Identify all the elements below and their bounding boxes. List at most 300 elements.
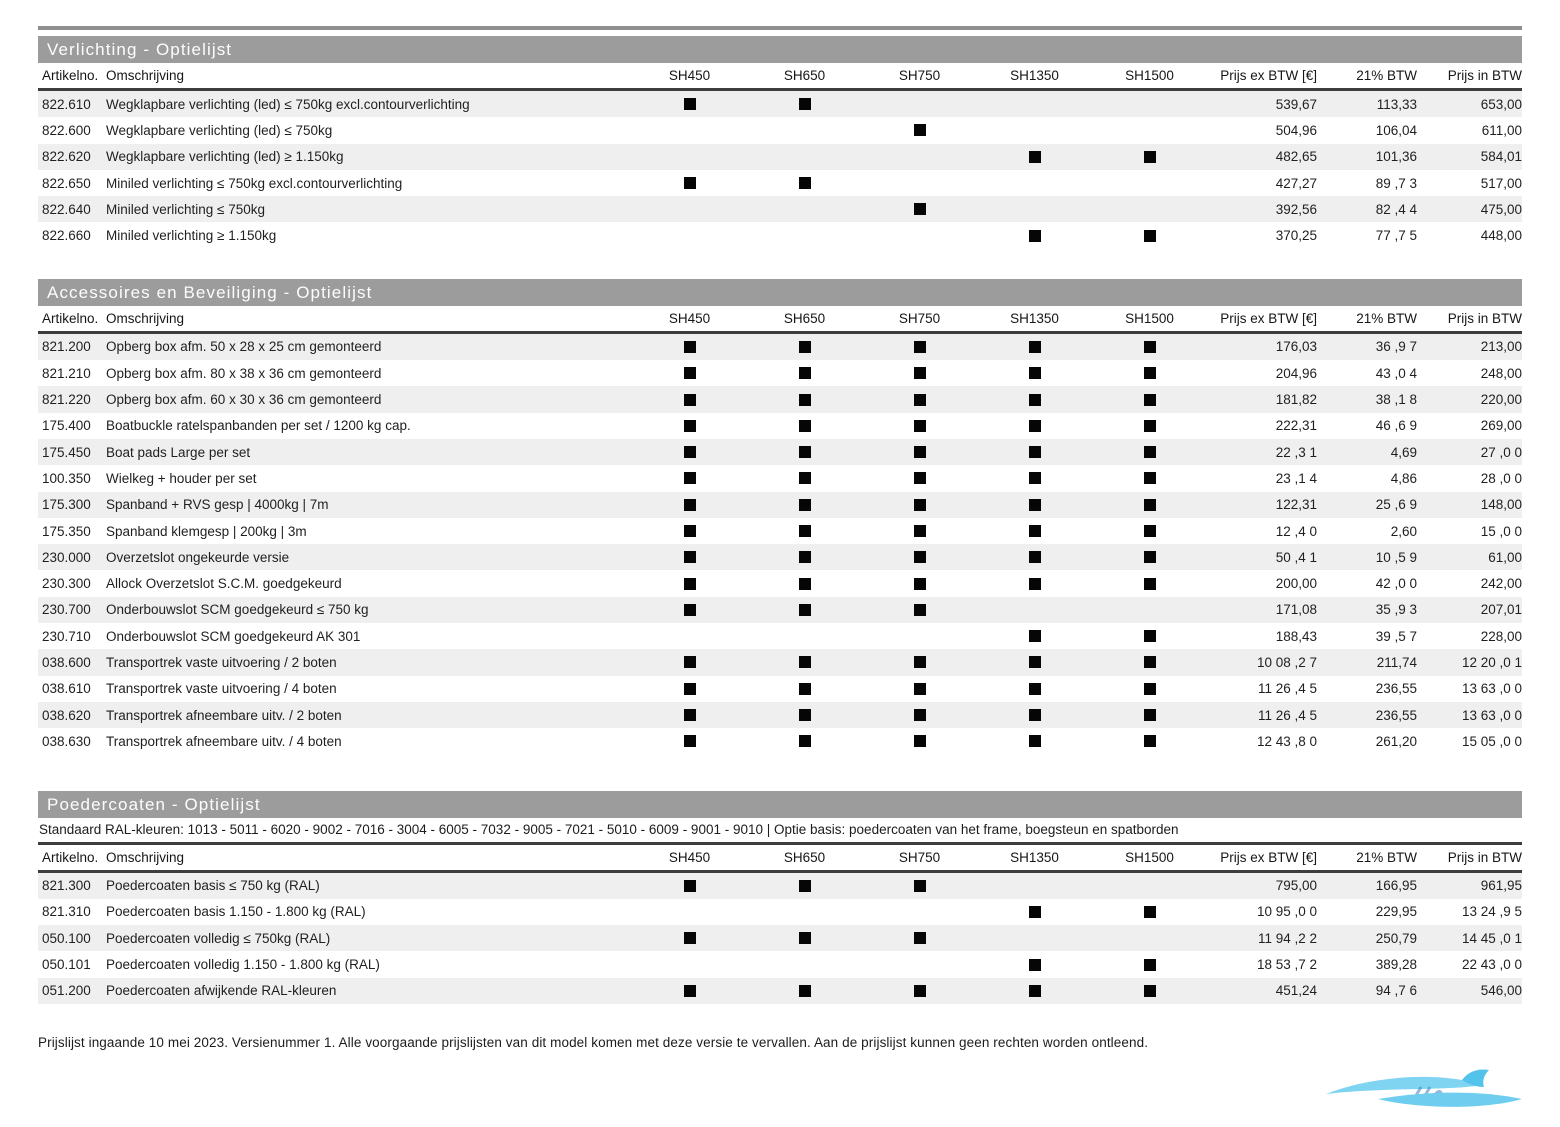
cell-artikelno: 821.300 — [42, 878, 91, 894]
filled-square-icon — [1144, 499, 1156, 511]
filled-square-icon — [684, 551, 696, 563]
cell-model-sh750 — [862, 367, 977, 379]
cell-model-sh650 — [747, 367, 862, 379]
cell-21pct-btw: 39 ,5 7 — [1375, 628, 1417, 644]
filled-square-icon — [914, 124, 926, 136]
section-title: Verlichting - Optielijst — [47, 40, 233, 59]
cell-model-sh450 — [632, 578, 747, 590]
cell-model-sh1350 — [977, 906, 1092, 918]
table-row — [38, 925, 1522, 951]
ral-colors-note: Standaard RAL-kleuren: 1013 - 5011 - 6020 - 9002 - 7016 - 3004 - 6005 - 7032 - 9005 - 7021 - 5010 - 6009 - 9001 - 9010 | Optie basis: poedercoaten van het frame, boegsteun en spatborden — [38, 818, 1522, 845]
cell-model-sh1350 — [977, 472, 1092, 484]
col-header-model-sh450: SH450 — [668, 68, 711, 83]
cell-model-sh450 — [632, 367, 747, 379]
cell-21pct-btw: 36 ,9 7 — [1375, 339, 1417, 355]
cell-prijs-ex-btw: 504,96 — [1275, 122, 1317, 138]
cell-model-sh750 — [862, 604, 977, 616]
cell-21pct-btw: 229,95 — [1375, 904, 1417, 920]
col-header-21pct-btw: 21% BTW — [1356, 310, 1417, 326]
cell-artikelno: 230.710 — [42, 628, 91, 644]
filled-square-icon — [799, 656, 811, 668]
col-header-21pct-btw: 21% BTW — [1356, 849, 1417, 865]
table-accessoires-beveiliging — [38, 279, 1522, 755]
filled-square-icon — [799, 880, 811, 892]
filled-square-icon — [684, 932, 696, 944]
cell-model-sh450 — [632, 394, 747, 406]
cell-prijs-ex-btw: 181,82 — [1275, 392, 1317, 408]
filled-square-icon — [684, 604, 696, 616]
filled-square-icon — [684, 341, 696, 353]
cell-artikelno: 821.200 — [42, 339, 91, 355]
cell-model-sh450 — [632, 98, 747, 110]
cell-prijs-ex-btw: 10 95 ,0 0 — [1256, 904, 1317, 920]
cell-prijs-ex-btw: 11 26 ,4 5 — [1257, 707, 1317, 723]
cell-model-sh1500 — [1092, 230, 1207, 242]
col-header-artikelno: Artikelno. — [42, 68, 99, 83]
cell-model-sh450 — [632, 932, 747, 944]
filled-square-icon — [684, 985, 696, 997]
cell-artikelno: 822.610 — [42, 96, 91, 112]
table-row — [38, 334, 1522, 360]
cell-model-sh1500 — [1092, 985, 1207, 997]
cell-model-sh1350 — [977, 656, 1092, 668]
table-row — [38, 492, 1522, 518]
cell-omschrijving: Wegklapbare verlichting (led) ≤ 750kg excl.contourverlichting — [106, 96, 470, 112]
cell-21pct-btw: 261,20 — [1375, 733, 1417, 749]
filled-square-icon — [1144, 656, 1156, 668]
cell-prijs-ex-btw: 18 53 ,7 2 — [1256, 957, 1317, 973]
filled-square-icon — [914, 985, 926, 997]
cell-model-sh1500 — [1092, 472, 1207, 484]
filled-square-icon — [684, 472, 696, 484]
filled-square-icon — [1029, 472, 1041, 484]
cell-model-sh1350 — [977, 446, 1092, 458]
cell-model-sh450 — [632, 709, 747, 721]
filled-square-icon — [1144, 394, 1156, 406]
cell-model-sh650 — [747, 177, 862, 189]
filled-square-icon — [914, 932, 926, 944]
cell-model-sh1500 — [1092, 578, 1207, 590]
cell-model-sh750 — [862, 203, 977, 215]
cell-omschrijving: Transportrek vaste uitvoering / 4 boten — [106, 681, 337, 697]
column-header-row — [38, 845, 1522, 873]
cell-prijs-ex-btw: 171,08 — [1275, 602, 1317, 618]
cell-prijs-ex-btw: 427,27 — [1275, 175, 1317, 191]
cell-model-sh1500 — [1092, 151, 1207, 163]
col-header-model-sh1350: SH1350 — [1010, 310, 1059, 326]
cell-model-sh450 — [632, 985, 747, 997]
filled-square-icon — [684, 683, 696, 695]
filled-square-icon — [1029, 151, 1041, 163]
cell-artikelno: 038.630 — [42, 733, 91, 749]
cell-model-sh750 — [862, 420, 977, 432]
cell-model-sh1350 — [977, 630, 1092, 642]
cell-model-sh450 — [632, 177, 747, 189]
cell-omschrijving: Transportrek afneembare uitv. / 4 boten — [106, 733, 342, 749]
cell-model-sh650 — [747, 683, 862, 695]
filled-square-icon — [1144, 906, 1156, 918]
table-row — [38, 386, 1522, 412]
filled-square-icon — [1144, 959, 1156, 971]
table-row — [38, 117, 1522, 143]
cell-model-sh650 — [747, 551, 862, 563]
cell-model-sh1350 — [977, 420, 1092, 432]
filled-square-icon — [799, 446, 811, 458]
cell-omschrijving: Overzetslot ongekeurde versie — [106, 549, 290, 565]
cell-21pct-btw: 4,86 — [1390, 470, 1417, 486]
cell-prijs-in-btw: 13 24 ,9 5 — [1461, 904, 1522, 920]
filled-square-icon — [684, 656, 696, 668]
cell-prijs-ex-btw: 10 08 ,2 7 — [1256, 654, 1317, 670]
col-header-model-sh650: SH650 — [783, 310, 826, 326]
filled-square-icon — [684, 420, 696, 432]
cell-omschrijving: Opberg box afm. 80 x 38 x 36 cm gemonteerd — [106, 365, 382, 381]
table-row — [38, 222, 1522, 248]
cell-prijs-in-btw: 228,00 — [1480, 628, 1522, 644]
cell-model-sh650 — [747, 985, 862, 997]
cell-prijs-in-btw: 961,95 — [1480, 878, 1522, 894]
cell-model-sh650 — [747, 709, 862, 721]
cell-artikelno: 038.610 — [42, 681, 91, 697]
section-title-bar — [38, 36, 1522, 63]
cell-model-sh1350 — [977, 341, 1092, 353]
cell-21pct-btw: 211,74 — [1376, 654, 1417, 670]
filled-square-icon — [799, 367, 811, 379]
cell-prijs-in-btw: 13 63 ,0 0 — [1461, 681, 1522, 697]
cell-omschrijving: Spanband + RVS gesp | 4000kg | 7m — [106, 497, 329, 513]
cell-prijs-in-btw: 15 05 ,0 0 — [1461, 733, 1522, 749]
table-row — [38, 170, 1522, 196]
cell-model-sh650 — [747, 735, 862, 747]
filled-square-icon — [684, 177, 696, 189]
filled-square-icon — [799, 735, 811, 747]
filled-square-icon — [1029, 683, 1041, 695]
filled-square-icon — [1144, 341, 1156, 353]
cell-model-sh1500 — [1092, 446, 1207, 458]
cell-artikelno: 175.300 — [42, 497, 91, 513]
cell-omschrijving: Poedercoaten basis ≤ 750 kg (RAL) — [106, 878, 320, 894]
cell-artikelno: 038.600 — [42, 654, 91, 670]
filled-square-icon — [1029, 551, 1041, 563]
cell-prijs-in-btw: 448,00 — [1480, 228, 1522, 244]
cell-model-sh650 — [747, 394, 862, 406]
wave-upper-swoosh — [1326, 1070, 1488, 1094]
filled-square-icon — [914, 472, 926, 484]
cell-model-sh750 — [862, 578, 977, 590]
filled-square-icon — [1029, 735, 1041, 747]
filled-square-icon — [914, 880, 926, 892]
cell-model-sh1500 — [1092, 656, 1207, 668]
filled-square-icon — [799, 683, 811, 695]
cell-prijs-ex-btw: 23 ,1 4 — [1275, 470, 1317, 486]
col-header-model-sh750: SH750 — [898, 68, 941, 83]
filled-square-icon — [1029, 420, 1041, 432]
table-row — [38, 728, 1522, 754]
cell-omschrijving: Boat pads Large per set — [106, 444, 251, 460]
filled-square-icon — [684, 367, 696, 379]
cell-artikelno: 822.620 — [42, 149, 91, 165]
cell-omschrijving: Miniled verlichting ≥ 1.150kg — [106, 228, 277, 244]
cell-artikelno: 050.100 — [42, 930, 91, 946]
cell-omschrijving: Poedercoaten volledig ≤ 750kg (RAL) — [106, 930, 331, 946]
filled-square-icon — [914, 656, 926, 668]
filled-square-icon — [914, 420, 926, 432]
filled-square-icon — [799, 341, 811, 353]
table-poedercoaten — [38, 791, 1522, 1004]
table-row — [38, 144, 1522, 170]
cell-omschrijving: Transportrek vaste uitvoering / 2 boten — [106, 654, 337, 670]
table-row — [38, 951, 1522, 977]
filled-square-icon — [1029, 446, 1041, 458]
filled-square-icon — [914, 683, 926, 695]
filled-square-icon — [684, 525, 696, 537]
cell-model-sh1350 — [977, 709, 1092, 721]
filled-square-icon — [799, 985, 811, 997]
col-header-model-sh1500: SH1500 — [1125, 849, 1174, 865]
cell-model-sh750 — [862, 932, 977, 944]
cell-prijs-ex-btw: 539,67 — [1275, 96, 1317, 112]
cell-model-sh650 — [747, 932, 862, 944]
col-header-model-sh750: SH750 — [898, 310, 941, 326]
cell-model-sh650 — [747, 656, 862, 668]
cell-artikelno: 100.350 — [42, 470, 91, 486]
filled-square-icon — [914, 499, 926, 511]
cell-artikelno: 230.300 — [42, 576, 91, 592]
cell-model-sh750 — [862, 683, 977, 695]
cell-prijs-in-btw: 28 ,0 0 — [1480, 470, 1522, 486]
column-header-row — [38, 63, 1522, 91]
cell-model-sh750 — [862, 499, 977, 511]
cell-prijs-ex-btw: 222,31 — [1275, 418, 1317, 434]
cell-prijs-ex-btw: 795,00 — [1275, 878, 1317, 894]
cell-artikelno: 175.350 — [42, 523, 91, 539]
filled-square-icon — [914, 341, 926, 353]
cell-model-sh1350 — [977, 525, 1092, 537]
cell-21pct-btw: 101,36 — [1375, 149, 1417, 165]
filled-square-icon — [914, 446, 926, 458]
cell-21pct-btw: 389,28 — [1375, 957, 1417, 973]
table-row — [38, 570, 1522, 596]
table-row — [38, 518, 1522, 544]
cell-21pct-btw: 236,55 — [1375, 681, 1417, 697]
filled-square-icon — [799, 709, 811, 721]
filled-square-icon — [799, 98, 811, 110]
cell-prijs-in-btw: 13 63 ,0 0 — [1461, 707, 1522, 723]
cell-artikelno: 230.000 — [42, 549, 91, 565]
col-header-model-sh450: SH450 — [668, 849, 711, 865]
cell-21pct-btw: 4,69 — [1390, 444, 1417, 460]
cell-prijs-in-btw: 27 ,0 0 — [1480, 444, 1522, 460]
filled-square-icon — [799, 472, 811, 484]
col-header-prijs-in-btw: Prijs in BTW — [1447, 849, 1522, 865]
cell-omschrijving: Miniled verlichting ≤ 750kg excl.contourverlichting — [106, 175, 403, 191]
col-header-artikelno: Artikelno. — [42, 849, 99, 865]
filled-square-icon — [914, 394, 926, 406]
cell-prijs-ex-btw: 122,31 — [1275, 497, 1317, 513]
filled-square-icon — [1029, 341, 1041, 353]
cell-prijs-ex-btw: 451,24 — [1275, 983, 1317, 999]
cell-artikelno: 821.310 — [42, 904, 91, 920]
cell-21pct-btw: 10 ,5 9 — [1375, 549, 1417, 565]
cell-model-sh650 — [747, 499, 862, 511]
cell-model-sh750 — [862, 880, 977, 892]
cell-model-sh1500 — [1092, 906, 1207, 918]
cell-prijs-ex-btw: 11 94 ,2 2 — [1257, 930, 1317, 946]
footer-note: Prijslijst ingaande 10 mei 2023. Versienummer 1. Alle voorgaande prijslijsten van dit model komen met deze versie te vervallen. Aan de prijslijst kunnen geen rechten worden ontleend. — [38, 1035, 1149, 1051]
col-header-model-sh650: SH650 — [783, 68, 826, 83]
cell-model-sh750 — [862, 709, 977, 721]
cell-omschrijving: Boatbuckle ratelspanbanden per set / 1200 kg cap. — [106, 418, 411, 434]
filled-square-icon — [799, 177, 811, 189]
filled-square-icon — [914, 604, 926, 616]
cell-omschrijving: Onderbouwslot SCM goedgekeurd AK 301 — [106, 628, 361, 644]
cell-model-sh750 — [862, 446, 977, 458]
cell-model-sh1350 — [977, 959, 1092, 971]
cell-model-sh750 — [862, 735, 977, 747]
cell-prijs-ex-btw: 11 26 ,4 5 — [1257, 681, 1317, 697]
cell-prijs-in-btw: 546,00 — [1480, 983, 1522, 999]
filled-square-icon — [799, 499, 811, 511]
filled-square-icon — [1144, 551, 1156, 563]
cell-model-sh650 — [747, 525, 862, 537]
cell-prijs-in-btw: 653,00 — [1480, 96, 1522, 112]
cell-model-sh450 — [632, 683, 747, 695]
column-header-row — [38, 306, 1522, 334]
cell-model-sh1350 — [977, 230, 1092, 242]
col-header-omschrijving: Omschrijving — [106, 310, 185, 326]
cell-prijs-ex-btw: 200,00 — [1275, 576, 1317, 592]
filled-square-icon — [1029, 394, 1041, 406]
cell-model-sh650 — [747, 880, 862, 892]
cell-prijs-in-btw: 248,00 — [1480, 365, 1522, 381]
col-header-prijs-in-btw: Prijs in BTW — [1447, 68, 1522, 83]
filled-square-icon — [1029, 906, 1041, 918]
cell-model-sh1500 — [1092, 551, 1207, 563]
col-header-prijs-ex-btw: Prijs ex BTW [€] — [1220, 849, 1317, 865]
col-header-model-sh750: SH750 — [898, 849, 941, 865]
cell-omschrijving: Miniled verlichting ≤ 750kg — [106, 201, 265, 217]
cell-21pct-btw: 38 ,1 8 — [1375, 392, 1417, 408]
filled-square-icon — [799, 394, 811, 406]
col-header-prijs-ex-btw: Prijs ex BTW [€] — [1220, 68, 1317, 83]
col-header-model-sh1350: SH1350 — [1010, 68, 1059, 83]
cell-omschrijving: Wielkeg + houder per set — [106, 470, 257, 486]
cell-omschrijving: Poedercoaten afwijkende RAL-kleuren — [106, 983, 337, 999]
table-verlichting — [38, 36, 1522, 249]
cell-model-sh450 — [632, 499, 747, 511]
filled-square-icon — [1144, 230, 1156, 242]
cell-prijs-in-btw: 61,00 — [1488, 549, 1522, 565]
cell-model-sh650 — [747, 578, 862, 590]
filled-square-icon — [1144, 985, 1156, 997]
cell-omschrijving: Wegklapbare verlichting (led) ≥ 1.150kg — [106, 149, 344, 165]
cell-prijs-in-btw: 14 45 ,0 1 — [1461, 930, 1522, 946]
table-row — [38, 623, 1522, 649]
cell-21pct-btw: 106,04 — [1375, 122, 1417, 138]
cell-model-sh1500 — [1092, 367, 1207, 379]
cell-prijs-in-btw: 242,00 — [1480, 576, 1522, 592]
filled-square-icon — [684, 735, 696, 747]
cell-artikelno: 822.600 — [42, 122, 91, 138]
cell-prijs-ex-btw: 370,25 — [1275, 228, 1317, 244]
cell-artikelno: 821.210 — [42, 365, 91, 381]
table-body — [38, 334, 1522, 755]
cell-model-sh450 — [632, 446, 747, 458]
cell-prijs-in-btw: 584,01 — [1480, 149, 1522, 165]
cell-model-sh1350 — [977, 499, 1092, 511]
cell-prijs-in-btw: 148,00 — [1480, 497, 1522, 513]
cell-model-sh450 — [632, 735, 747, 747]
cell-model-sh1350 — [977, 985, 1092, 997]
filled-square-icon — [1144, 683, 1156, 695]
filled-square-icon — [1144, 472, 1156, 484]
table-row — [38, 649, 1522, 675]
filled-square-icon — [1144, 420, 1156, 432]
cell-prijs-ex-btw: 12 ,4 0 — [1275, 523, 1317, 539]
cell-artikelno: 821.220 — [42, 392, 91, 408]
cell-prijs-in-btw: 15 ,0 0 — [1480, 523, 1522, 539]
filled-square-icon — [914, 578, 926, 590]
table-row — [38, 413, 1522, 439]
cell-prijs-in-btw: 12 20 ,0 1 — [1461, 654, 1522, 670]
table-row — [38, 196, 1522, 222]
cell-model-sh1350 — [977, 735, 1092, 747]
cell-model-sh1500 — [1092, 630, 1207, 642]
filled-square-icon — [1029, 578, 1041, 590]
table-row — [38, 360, 1522, 386]
cell-21pct-btw: 2,60 — [1390, 523, 1417, 539]
cell-omschrijving: Onderbouwslot SCM goedgekeurd ≤ 750 kg — [106, 602, 369, 618]
filled-square-icon — [1029, 709, 1041, 721]
cell-prijs-in-btw: 22 43 ,0 0 — [1461, 957, 1522, 973]
filled-square-icon — [1144, 525, 1156, 537]
filled-square-icon — [914, 367, 926, 379]
filled-square-icon — [1144, 709, 1156, 721]
cell-artikelno: 038.620 — [42, 707, 91, 723]
filled-square-icon — [1144, 578, 1156, 590]
cell-omschrijving: Poedercoaten volledig 1.150 - 1.800 kg (RAL) — [106, 957, 380, 973]
page-top-rule — [38, 26, 1522, 30]
filled-square-icon — [799, 551, 811, 563]
cell-model-sh750 — [862, 394, 977, 406]
cell-prijs-in-btw: 220,00 — [1480, 392, 1522, 408]
cell-21pct-btw: 25 ,6 9 — [1375, 497, 1417, 513]
cell-artikelno: 051.200 — [42, 983, 91, 999]
filled-square-icon — [1144, 630, 1156, 642]
cell-model-sh650 — [747, 604, 862, 616]
cell-artikelno: 822.650 — [42, 175, 91, 191]
col-header-model-sh1500: SH1500 — [1125, 68, 1174, 83]
filled-square-icon — [1029, 230, 1041, 242]
cell-prijs-ex-btw: 392,56 — [1275, 201, 1317, 217]
cell-model-sh650 — [747, 420, 862, 432]
cell-model-sh450 — [632, 656, 747, 668]
filled-square-icon — [1029, 630, 1041, 642]
table-row — [38, 91, 1522, 117]
cell-21pct-btw: 42 ,0 0 — [1375, 576, 1417, 592]
filled-square-icon — [1029, 656, 1041, 668]
filled-square-icon — [799, 604, 811, 616]
filled-square-icon — [684, 98, 696, 110]
section-title-bar — [38, 791, 1522, 818]
table-body — [38, 873, 1522, 1004]
table-row — [38, 978, 1522, 1004]
cell-model-sh1500 — [1092, 709, 1207, 721]
cell-model-sh450 — [632, 880, 747, 892]
cell-prijs-ex-btw: 188,43 — [1275, 628, 1317, 644]
cell-model-sh450 — [632, 472, 747, 484]
col-header-model-sh650: SH650 — [783, 849, 826, 865]
